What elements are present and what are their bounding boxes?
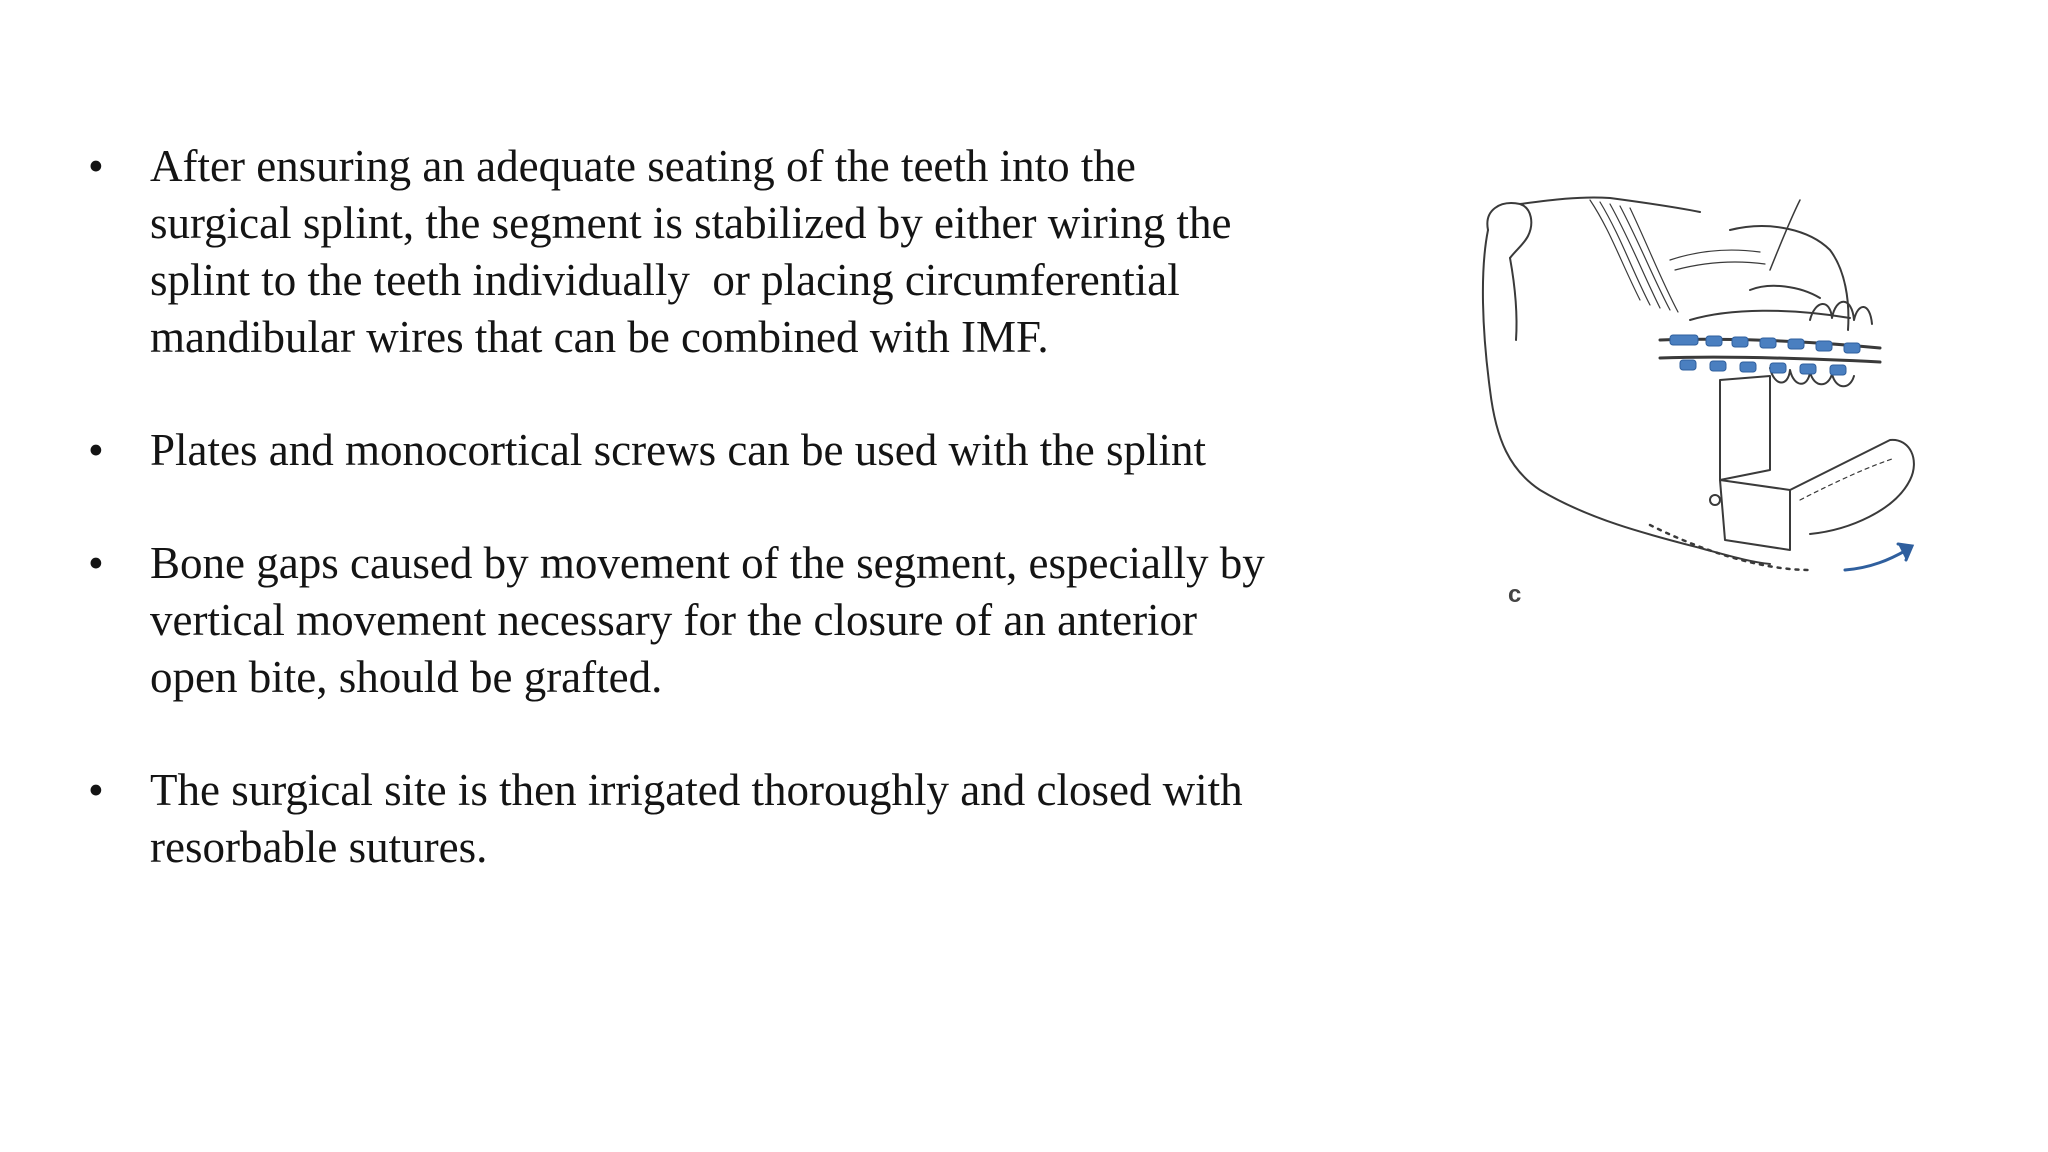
bullet-symbol: • (88, 538, 104, 588)
figure-label: c (1508, 581, 1522, 608)
anterior-splint (1790, 440, 1914, 534)
mandible-segment (1720, 376, 1770, 480)
bullet-text: Plates and monocortical screws can be used with the splint (150, 425, 1206, 475)
bullet-symbol: • (88, 765, 104, 815)
mandible-drawing (1470, 190, 1970, 630)
ramus-outline (1483, 230, 1770, 564)
movement-path (1650, 525, 1810, 570)
arrow-icon (1845, 544, 1912, 570)
bullet-item (82, 535, 1362, 706)
bullet-list (82, 138, 1362, 876)
bullet-text: Bone gaps caused by movement of the segment, especially by vertical movement necessary for the closure of an anterior open bite, should be grafted. (150, 538, 1265, 702)
bullet-text: The surgical site is then irrigated thoroughly and closed with resorbable sutures. (150, 765, 1243, 872)
bullet-symbol: • (88, 141, 104, 191)
bullet-text: After ensuring an adequate seating of the teeth into the surgical splint, the segment is stabilized by either wiring the splint to the teeth individually or placing circumferential mandibular wires that can be combined with IMF. (150, 141, 1232, 362)
condyle-outline (1487, 203, 1531, 258)
bullet-item (82, 762, 1362, 876)
bullet-item (82, 422, 1362, 479)
orthodontic-brackets (1670, 335, 1860, 375)
mandible-illustration (1470, 190, 1970, 630)
bullet-symbol: • (88, 425, 104, 475)
bullet-item (82, 138, 1362, 366)
